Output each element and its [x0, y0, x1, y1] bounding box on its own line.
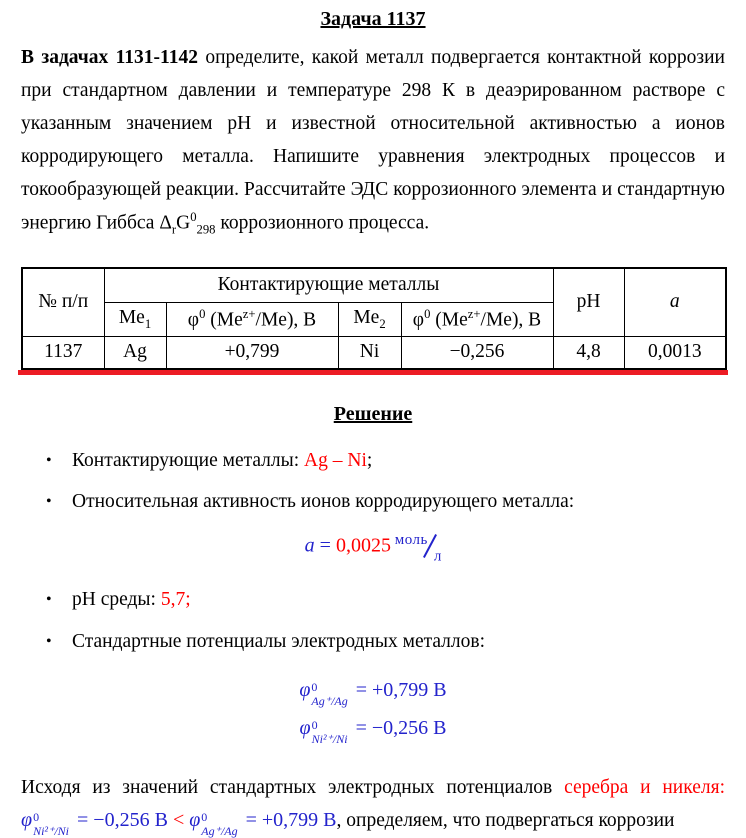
list-item-activity — [21, 489, 725, 516]
cell-ph: 4,8 — [553, 336, 624, 369]
phi-sub: Ag⁺/Ag — [201, 823, 238, 838]
phi-sup: 0 — [424, 306, 431, 321]
intro-tail-text: коррозионного процесса. — [215, 212, 430, 234]
potential-formulas — [21, 671, 725, 747]
phi-symbol: φ — [412, 309, 425, 331]
phi-symbol: φ — [189, 808, 201, 831]
intro-paragraph — [21, 42, 725, 241]
phi-value: = −0,256 В — [72, 808, 168, 831]
bullet-icon: • — [46, 451, 52, 469]
cell-num: 1137 — [22, 336, 104, 369]
phi-symbol: φ — [187, 309, 200, 331]
phi-value: = +0,799 В — [240, 808, 337, 831]
phi-tail: /Me), В — [255, 309, 317, 331]
red-divider — [18, 370, 728, 375]
phi-sub: Ag⁺/Ag — [311, 693, 348, 708]
me2-sub: 2 — [379, 316, 386, 331]
phi-symbol: φ — [299, 716, 311, 739]
less-than-sign: < — [167, 808, 190, 831]
me2-label: Me — [353, 306, 380, 328]
problem-data-table — [21, 267, 727, 370]
phi-sup: 0 — [33, 810, 40, 825]
phi-ag-math — [299, 678, 447, 708]
bullet-label: pH среды: — [72, 588, 161, 610]
phi-zsup: z+ — [467, 306, 481, 321]
cell-me1: Ag — [104, 336, 166, 369]
phi-ag-formula — [21, 671, 725, 709]
phi-sub: Ni²⁺/Ni — [33, 823, 70, 838]
phi-supsub — [312, 719, 348, 746]
bullet-value-red: Ag – Ni — [304, 449, 367, 471]
gibbs-delta: Δ — [159, 212, 172, 234]
intro-bold-range: В задачах 1131-1142 — [21, 47, 198, 68]
table-header-a: a — [624, 268, 726, 337]
solution-heading — [21, 403, 725, 426]
phi-sup: 0 — [201, 810, 208, 825]
closing-paragraph — [21, 771, 725, 838]
phi-supsub — [201, 811, 237, 838]
table-header-num: № п/п — [22, 268, 104, 337]
phi-tail: /Me), В — [480, 309, 542, 331]
bullet-icon: • — [46, 590, 52, 608]
bullet-end: ; — [366, 449, 373, 471]
me1-sub: 1 — [144, 316, 152, 331]
phi-zsup: z+ — [242, 306, 256, 321]
equals-sign: = — [314, 534, 336, 557]
bullet-label: Контактирующие металлы: — [72, 449, 305, 471]
bullet-text — [72, 587, 725, 614]
phi-supsub — [33, 811, 69, 838]
phi-ni-formula — [21, 709, 725, 747]
solution-heading-text: Решение — [333, 402, 413, 425]
activity-value: 0,0025 — [335, 534, 391, 557]
gibbs-delta-sub: r — [171, 222, 177, 237]
phi-value: = +0,799 В — [350, 678, 447, 701]
gibbs-sub: 298 — [196, 222, 216, 237]
table-header-phi2 — [401, 302, 553, 336]
me1-label: Me — [118, 306, 145, 328]
solution-bullet-list — [21, 448, 725, 747]
phi-sup: 0 — [311, 680, 318, 695]
phi-ag-inline-formula — [189, 808, 337, 838]
phi-sup: 0 — [199, 306, 206, 321]
unit-mol-per-liter — [391, 531, 442, 564]
unit-numerator: моль — [394, 531, 428, 548]
phi-mid: (Me — [430, 309, 468, 331]
table-header-group: Контактирующие металлы — [104, 268, 553, 303]
cell-a: 0,0013 — [624, 336, 726, 369]
phi-supsub — [311, 681, 347, 708]
closing-red-text: серебра и никеля: — [564, 776, 725, 798]
bullet-text — [72, 448, 725, 475]
bullet-label: Стандартные потенциалы электродных металлов: — [72, 630, 486, 652]
closing-tail-text: , определяем, что подвергаться коррозии — [336, 809, 675, 831]
activity-formula — [21, 531, 725, 565]
page-title — [21, 8, 725, 31]
list-item-ph — [21, 587, 725, 614]
phi-sub: Ni²⁺/Ni — [311, 731, 348, 746]
phi-mid: (Me — [205, 309, 243, 331]
page-title-text: Задача 1137 — [320, 8, 426, 30]
unit-denominator: л — [433, 547, 442, 564]
bullet-icon: • — [46, 493, 52, 511]
closing-text: Исходя из значений стандартных электродных потенциалов — [21, 776, 565, 798]
intro-body-text: определите, какой металл подвергается контактной коррозии при стандартном давлении и температуре 298 К в деаэрированном растворе с указанным значением pH и известной относительной активностью a ионов корродирующего металла. Напишите уравнения электродных процессов и токообразующей реакции. Рассчитайте ЭДС коррозионного элемента и стандартную энергию Гиббса — [21, 47, 725, 234]
gibbs-sup: 0 — [190, 209, 197, 224]
phi-ni-inline-formula — [21, 808, 168, 838]
list-item-potentials — [21, 629, 725, 656]
phi-symbol: φ — [21, 808, 33, 831]
phi-ni-math — [299, 716, 447, 746]
phi-sup: 0 — [311, 718, 318, 733]
list-item-metals — [21, 448, 725, 475]
table-header-me1 — [104, 302, 166, 336]
phi-symbol: φ — [299, 678, 311, 701]
cell-phi2: −0,256 — [401, 336, 553, 369]
gibbs-g: G — [176, 212, 191, 234]
table-header-me2 — [338, 302, 401, 336]
variable-a: a — [304, 534, 315, 557]
table-header-phi1 — [166, 302, 338, 336]
phi-value: = −0,256 В — [350, 716, 447, 739]
bullet-icon: • — [46, 632, 52, 650]
cell-phi1: +0,799 — [166, 336, 338, 369]
table-row — [22, 336, 726, 369]
bullet-value-red: 5,7; — [160, 588, 191, 610]
bullet-label: Относительная активность ионов корродирующего металла: — [72, 491, 575, 513]
cell-me2: Ni — [338, 336, 401, 369]
table-header-ph: pH — [553, 268, 624, 337]
